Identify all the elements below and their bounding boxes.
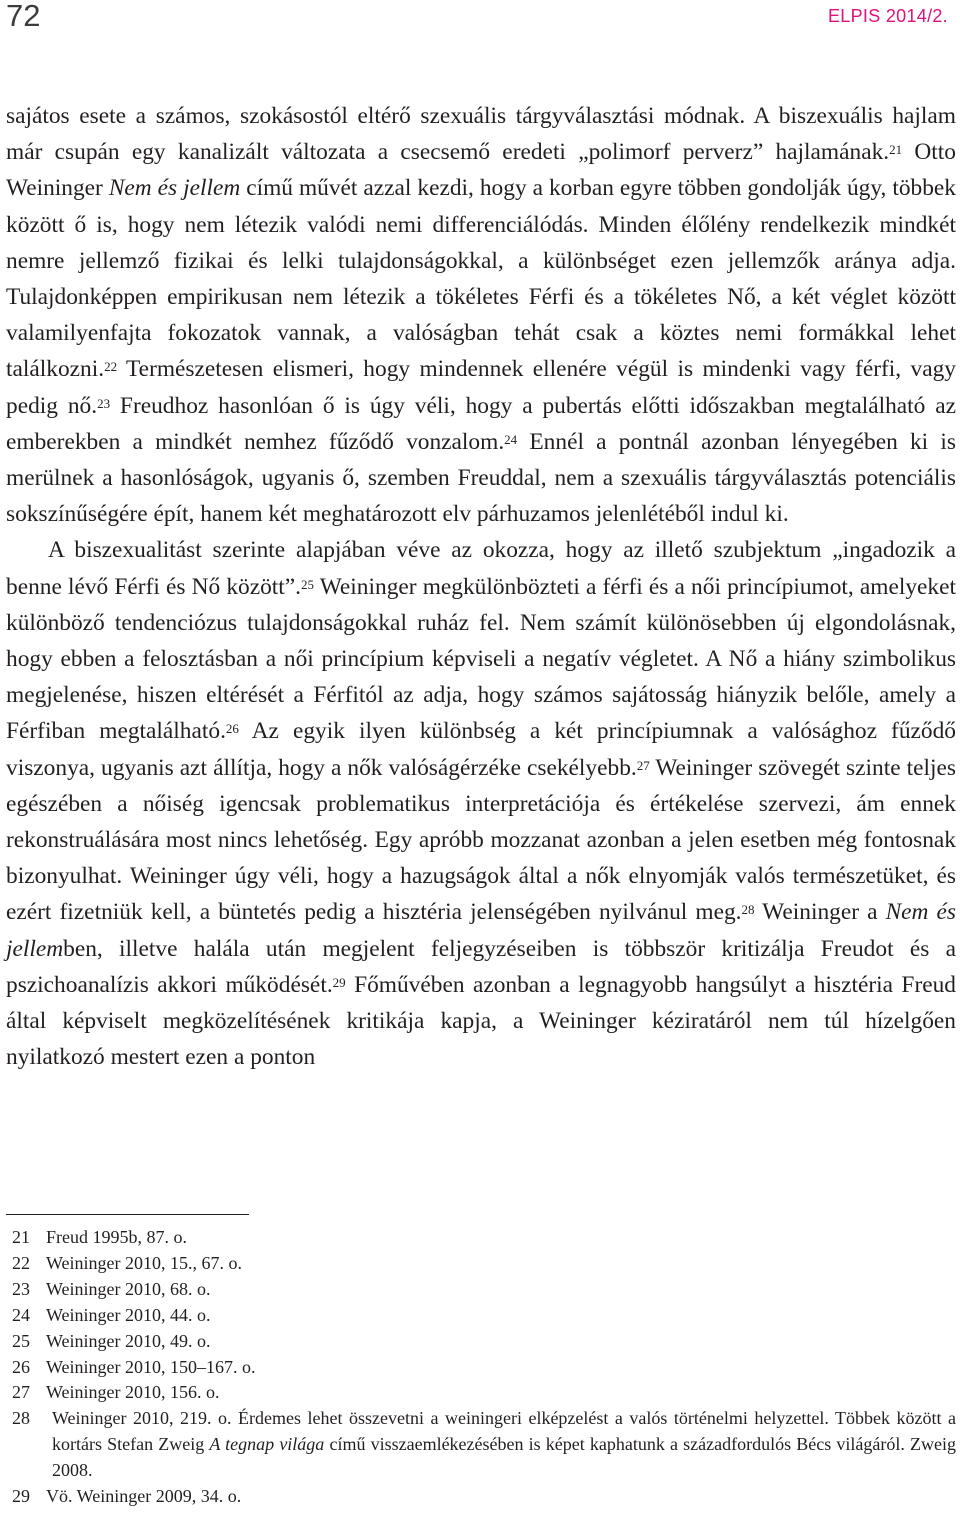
footnote-29 xyxy=(8,1484,956,1510)
footnote-divider xyxy=(6,1214,249,1215)
text-run: Főművében azonban a legnagyobb hangsúlyt a hisztéria Freud által képviselt megközelítésének kritikája kapja, a Weininger kéziratáról nem túl hízelgően nyilatkozó mestert ezen a ponton xyxy=(6,971,956,1071)
footnote-ref: 27 xyxy=(636,757,650,773)
footnote-number: 25 xyxy=(12,1330,30,1351)
text-run: Természetesen elismeri, hogy mindennek ellenére végül is mindenki vagy férfi, vagy pedig nő. xyxy=(6,356,956,419)
text-run: Weininger megkülönbözteti a férfi és a női princípiumot, amelyeket különböző tendenciózus tulajdonságokkal ruház fel. Nem számít különösebben új elgondolásnak, hogy ebben a felosztásban a női princípium képviseli a negatív végletet. A Nő a hiány szimbolikus megjelenése, hiszen eltérését a Férfitól az adja, hogy számos sajátosság hiányzik belőle, amely a Férfiban megtalálható. xyxy=(6,573,956,745)
footnote-text xyxy=(46,1303,956,1329)
footnote-text xyxy=(46,1380,956,1406)
text-run: Vö. Weininger 2009, 34. o. xyxy=(46,1486,242,1507)
italic-title: A tegnap világa xyxy=(209,1434,325,1455)
text-run: Az egyik ilyen különbség a két princípiumnak a valósághoz fűződő viszonya, ugyanis azt állítja, hogy a nők valóságérzéke csekélyebb. xyxy=(6,718,956,781)
footnote-text xyxy=(46,1355,956,1381)
footnote-text xyxy=(46,1277,956,1303)
footnote-number: 22 xyxy=(12,1252,30,1273)
footnote-ref: 25 xyxy=(301,576,315,592)
text-run: című visszaemlékezésében is képet kaphatunk a századfordulós Bécs világáról. Zweig 2008. xyxy=(52,1434,956,1481)
footnote-ref: 21 xyxy=(889,142,903,158)
footnote-text xyxy=(46,1406,956,1484)
journal-running-head: ELPIS 2014/2. xyxy=(828,6,948,26)
text-run: Weininger a xyxy=(754,899,886,926)
footnote-text xyxy=(46,1251,956,1277)
text-run: című művét azzal kezdi, hogy a korban egyre többen gondolják úgy, többek között ő is, hogy nem létezik valódi nemi differenciálódás. Minden élőlény rendelkezik mindkét nemre jellemző fizikai és lelki tulajdonságokkal, a különbséget ezen jellemzők aránya adja. Tulajdonképpen empirikusan nem létezik a tökéletes Férfi és a tökéletes Nő, a két véglet között valamilyenfajta fokozatok vannak, a valóságban tehát csak a köztes nemi formákkal lehet találkozni. xyxy=(6,175,956,383)
footnote-number: 21 xyxy=(12,1227,30,1247)
footnote-ref: 26 xyxy=(225,721,239,737)
text-run: Freudhoz hasonlóan ő is úgy véli, hogy a pubertás előtti időszakban megtalálható az emberekben a mindkét nemhez fűződő vonzalom. xyxy=(6,392,956,455)
text-run: Ennél a pontnál azonban lényegében ki is merülnek a hasonlóságok, ugyanis ő, szemben Freuddal, nem a szexuális tárgyválasztás potenciális sokszínűségére épít, hanem két meghatározott elv párhuzamos jelenlétéből indul ki. xyxy=(6,428,956,528)
footnote-26 xyxy=(8,1355,956,1381)
page-header xyxy=(0,0,960,40)
text-run: Weininger 2010, 49. o. xyxy=(46,1330,211,1351)
text-run: Otto Weininger xyxy=(6,139,956,202)
footnote-ref: 29 xyxy=(332,974,346,990)
footnote-text xyxy=(46,1484,956,1510)
footnote-number: 26 xyxy=(12,1356,30,1377)
footnote-number: 28 xyxy=(12,1408,30,1429)
footnote-number: 23 xyxy=(12,1278,30,1299)
text-run: Freud 1995b, 87. o. xyxy=(46,1227,187,1247)
text-run: sajátos esete a számos, szokásostól eltérő szexuális tárgyválasztási módnak. A biszexuális hajlam már csupán egy kanalizált változata a csecsemő eredeti „polimorf perverz” hajlamának. xyxy=(6,103,956,166)
footnote-number: 27 xyxy=(12,1382,30,1403)
text-run: Weininger 2010, 150–167. o. xyxy=(46,1356,256,1377)
text-run: Weininger 2010, 15., 67. o. xyxy=(46,1252,243,1273)
footnote-text xyxy=(46,1225,956,1251)
footnote-ref: 24 xyxy=(504,431,518,447)
paragraph xyxy=(6,98,956,532)
footnote-text xyxy=(46,1329,956,1355)
italic-title: Nem és jellem xyxy=(6,899,957,962)
footnote-ref: 23 xyxy=(97,395,111,411)
text-run: ben, illetve halála után megjelent feljegyzéseiben is többször kritizálja Freudot és a pszichoanalízis akkori működését. xyxy=(6,935,956,998)
footnote-25 xyxy=(8,1329,956,1355)
page-number: 72 xyxy=(6,0,41,33)
footnote-ref: 22 xyxy=(104,359,118,375)
text-run: Weininger 2010, 44. o. xyxy=(46,1304,211,1325)
footnote-27 xyxy=(8,1380,956,1406)
footnote-24 xyxy=(8,1303,956,1329)
footnote-number: 24 xyxy=(12,1304,30,1325)
text-run: A biszexualitást szerinte alapjában véve az okozza, hogy az illető szubjektum „ingadozik a benne lévő Férfi és Nő között”. xyxy=(6,537,956,600)
text-run: Weininger szövegét szinte teljes egészében a nőiség igencsak problematikus interpretációja és értékelése szervezi, ám ennek rekonstruálására most nincs lehetőség. Egy apróbb mozzanat azonban a jelen esetben még fontosnak bizonyulhat. Weininger úgy véli, hogy a hazugságok által a nők elnyomják valós természetüket, és ezért fizetniük kell, a büntetés pedig a hisztéria jelenségében nyilvánul meg. xyxy=(6,754,956,926)
footnote-number: 29 xyxy=(12,1486,30,1507)
footnote-ref: 28 xyxy=(741,902,755,918)
footnote-21 xyxy=(8,1225,956,1251)
paragraph xyxy=(6,532,956,1075)
text-run: Weininger 2010, 68. o. xyxy=(46,1278,211,1299)
footnote-23 xyxy=(8,1277,956,1303)
footnote-22 xyxy=(8,1251,956,1277)
text-run: Weininger 2010, 156. o. xyxy=(46,1382,220,1403)
footnotes xyxy=(8,1225,956,1510)
footnote-28 xyxy=(8,1406,956,1484)
body-text xyxy=(6,98,956,1075)
text-run: Weininger 2010, 219. o. Érdemes lehet összevetni a weiningeri elképzelést a valós történelmi helyzettel. Többek között a kortárs Stefan Zweig xyxy=(52,1408,956,1455)
italic-title: Nem és jellem xyxy=(108,175,241,202)
